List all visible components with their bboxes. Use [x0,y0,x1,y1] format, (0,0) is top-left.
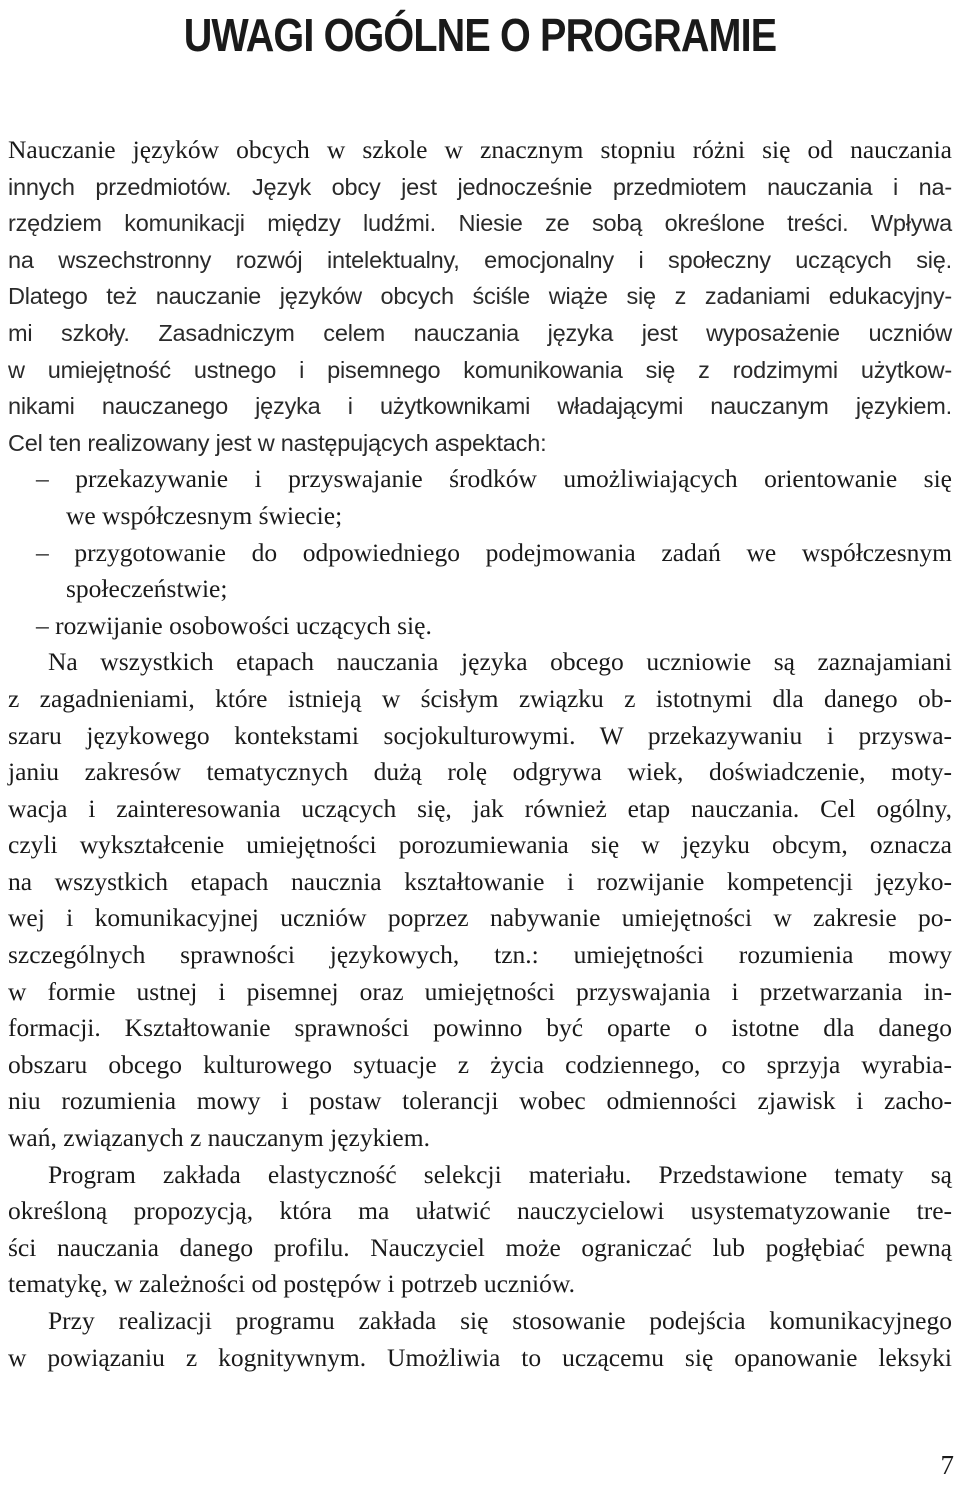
list-item-continuation: społeczeństwie; [66,574,228,604]
list-item: – rozwijanie osobowości uczących się. [36,610,432,640]
text-line: Program zakłada elastyczność selekcji materiału. Przedstawione tematy są [48,1159,952,1189]
list-item: – przygotowanie do odpowiedniego podejmowania zadań we współczesnym [36,537,952,567]
text-line: formacji. Kształtowanie sprawności powinno być oparte o istotne dla danego [8,1013,952,1043]
text-line: janiu zakresów tematycznych dużą rolę odgrywa wiek, doświadczenie, moty- [8,757,952,787]
text-line: niu rozumienia mowy i postaw tolerancji wobec odmienności zjawisk i zacho- [8,1086,952,1116]
text-line: w powiązaniu z kognitywnym. Umożliwia to uczącemu się opanowanie leksyki [8,1342,952,1372]
text-line: w umiejętność ustnego i pisemnego komunikowania się z rodzimymi użytkow- [8,356,952,383]
text-line: Cel ten realizowany jest w następujących aspektach: [8,429,547,456]
page-title: UWAGI OGÓLNE O PROGRAMIE [183,9,777,61]
text-line: Na wszystkich etapach nauczania języka obcego uczniowie są zaznajamiani [48,647,952,677]
text-line: szczególnych sprawności językowych, tzn.: umiejętności rozumienia mowy [8,940,952,970]
list-item: – przekazywanie i przyswajanie środków umożliwiających orientowanie się [36,464,952,494]
text-line: innych przedmiotów. Język obcy jest jednocześnie przedmiotem nauczania i na- [8,173,952,200]
text-line: określoną propozycją, która ma ułatwić nauczycielowi usystematyzowanie tre- [8,1196,952,1226]
list-item-continuation: we współczesnym świecie; [66,500,343,530]
text-line: ści nauczania danego profilu. Nauczyciel może ograniczać lub pogłębiać pewną [8,1232,952,1262]
text-line: wej i komunikacyjnej uczniów poprzez nabywanie umiejętności w zakresie po- [8,903,952,933]
text-line: wań, związanych z nauczanym językiem. [8,1123,430,1153]
text-line: szaru językowego kontekstami socjokulturowymi. W przekazywaniu i przyswa- [8,720,952,750]
text-line: nikami nauczanego języka i użytkownikami władającymi nauczanym językiem. [8,393,952,420]
text-line: na wszechstronny rozwój intelektualny, emocjonalny i społeczny uczących się. [8,246,952,273]
text-line: obszaru obcego kulturowego sytuacje z życia codziennego, co sprzyja wyrabia- [8,1049,952,1079]
text-line: mi szkoły. Zasadniczym celem nauczania języka jest wyposażenie uczniów [8,319,952,346]
text-line: Nauczanie języków obcych w szkole w znacznym stopniu różni się od nauczania [8,135,952,164]
text-line: na wszystkich etapach naucznia kształtowanie i rozwijanie kompetencji języko- [8,866,952,896]
text-line: rzędziem komunikacji między ludźmi. Niesie ze sobą określone treści. Wpływa [8,210,952,237]
text-line: wacja i zainteresowania uczących się, jak również etap nauczania. Cel ogólny, [8,793,952,823]
text-line: Dlatego też nauczanie języków obcych ściśle wiąże się z zadaniami edukacyjny- [8,283,952,310]
body-text [8,132,952,1376]
text-line: z zagadnieniami, które istnieją w ścisłym związku z istotnymi dla danego ob- [8,683,952,713]
page-number: 7 [940,1450,954,1480]
text-line: w formie ustnej i pisemnej oraz umiejętności przyswajania i przetwarzania in- [8,976,952,1006]
text-line: czyli wykształcenie umiejętności porozumiewania się w języku obcym, oznacza [8,830,952,860]
text-line: tematykę, w zależności od postępów i potrzeb uczniów. [8,1269,575,1299]
text-line: Przy realizacji programu zakłada się stosowanie podejścia komunikacyjnego [48,1306,952,1335]
